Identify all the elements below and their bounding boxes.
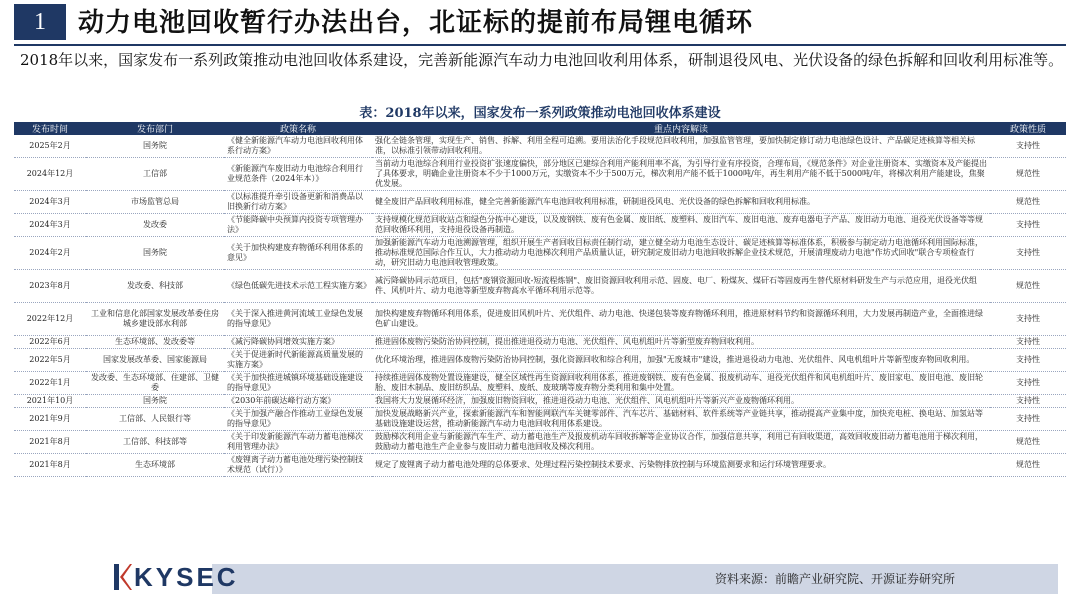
logo-mark-icon [114,562,132,592]
source-note: 资料来源：前瞻产业研究院、开源证券研究所 [715,572,956,586]
table-row [14,408,1066,431]
cell-date: 2024年3月 [14,214,86,237]
policy-table [14,122,1066,477]
cell-nature: 支持性 [990,135,1066,158]
table-row [14,158,1066,191]
cell-nature: 支持性 [990,214,1066,237]
cell-desc: 健全废旧产品回收利用标准，健全完善新能源汽车电池回收利用标准，研制退役风电、光伏设备的绿色拆解和回收利用标准。 [372,191,990,214]
cell-dept: 国务院 [86,135,224,158]
cell-date: 2021年8月 [14,431,86,454]
cell-date: 2023年8月 [14,270,86,303]
cell-date: 2022年12月 [14,303,86,336]
cell-desc: 优化环境治理，推进固体废物污染防治协同控制，强化资源回收和综合利用，加强"无废城市"建设，推进退役动力电池、光伏组件、风电机组叶片等新型废弃物回收利用。 [372,349,990,372]
table-row [14,372,1066,395]
col-header-date: 发布时间 [14,122,86,135]
cell-nature: 支持性 [990,349,1066,372]
table-row [14,135,1066,158]
cell-nature: 支持性 [990,336,1066,349]
table-row [14,191,1066,214]
table-body [14,135,1066,477]
cell-date: 2021年10月 [14,395,86,408]
cell-nature: 支持性 [990,408,1066,431]
cell-date: 2025年2月 [14,135,86,158]
cell-policy: 《以标准提升牵引设备更新和消费品以旧换新行动方案》 [224,191,372,214]
logo-text: KYSEC [134,562,239,592]
cell-desc: 持续推进固体废物处置设施建设，健全区域性再生资源回收利用体系，推进废钢铁、废有色金属、报废机动车、退役光伏组件和风电机组叶片、废旧家电、废旧电池、废旧轮胎、废旧木制品、废旧纺织品、废塑料、废纸、废玻璃等废弃物分类利用和集中处置。 [372,372,990,395]
table-row [14,336,1066,349]
cell-dept: 国务院 [86,395,224,408]
slide-title: 动力电池回收暂行办法出台，北证标的提前布局锂电循环 [78,8,754,38]
cell-nature: 支持性 [990,303,1066,336]
cell-desc: 减污降碳协同示范项目，包括"废钢资源回收-短流程炼钢"、废旧资源回收利用示范、固废、电厂、粉煤灰、煤矸石等固废再生替代原材料研发生产与示范应用，退役光伏组件、风机叶片、动力电池等新型废弃物高水平循环利用示范等。 [372,270,990,303]
cell-nature: 支持性 [990,237,1066,270]
cell-dept: 工信部 [86,158,224,191]
company-logo [14,556,239,598]
cell-date: 2021年9月 [14,408,86,431]
col-header-dept: 发布部门 [86,122,224,135]
table-title: 表：2018年以来，国家发布一系列政策推动电池回收体系建设 [359,106,721,121]
cell-dept: 工业和信息化部国家发展改革委住房城乡建设部水利部 [86,303,224,336]
cell-dept: 国务院 [86,237,224,270]
cell-desc: 加快发展战略新兴产业，探索新能源汽车和智能网联汽车关键零部件、汽车芯片、基础材料、软件系统等产业链共享，推动提高产业集中度，加快充电桩、换电站、加氢站等基础设施建设运营，推动新能源汽车动力电池回收利用体系建设。 [372,408,990,431]
cell-policy: 《关于加快构建废弃物循环利用体系的意见》 [224,237,372,270]
cell-desc: 规定了废锂离子动力蓄电池处理的总体要求、处理过程污染控制技术要求、污染物排放控制与环境监测要求和运行环境管理要求。 [372,454,990,477]
cell-policy: 《关于深入推进黄河流域工业绿色发展的指导意见》 [224,303,372,336]
table-row [14,395,1066,408]
cell-nature: 支持性 [990,395,1066,408]
cell-date: 2022年5月 [14,349,86,372]
cell-desc: 鼓励梯次利用企业与新能源汽车生产、动力蓄电池生产及报废机动车回收拆解等企业协议合作，加强信息共享，利用已有回收渠道，高效回收废旧动力蓄电池用于梯次利用，鼓励动力蓄电池生产企业参与废旧动力蓄电池回收及梯次利用。 [372,431,990,454]
cell-policy: 《废锂离子动力蓄电池处理污染控制技术规范（试行）》 [224,454,372,477]
table-row [14,454,1066,477]
cell-dept: 工信部、科技部等 [86,431,224,454]
cell-policy: 《关于加强产融合作推动工业绿色发展的指导意见》 [224,408,372,431]
cell-date: 2024年2月 [14,237,86,270]
table-header-row [14,122,1066,135]
table-row [14,303,1066,336]
cell-date: 2024年3月 [14,191,86,214]
cell-policy: 《绿色低碳先进技术示范工程实施方案》 [224,270,372,303]
cell-desc: 强化全链条管理，实现生产、销售、拆解、利用全程可追溯。要用法治化手段规范回收利用，加强监管管理，要加快制定修订动力电池绿色设计、产品碳足迹核算等相关标准，以标准引领带动回收利用。 [372,135,990,158]
cell-dept: 生态环境部 [86,454,224,477]
cell-dept: 国家发展改革委、国家能源局 [86,349,224,372]
table-row [14,270,1066,303]
cell-desc: 支持规模化规范回收站点和绿色分拣中心建设，以及废钢铁、废有色金属、废旧纸、废塑料、废旧汽车、废旧电池、废弃电器电子产品、废旧动力电池、退役光伏设备等等规范回收循环利用，支持退役设备再制造。 [372,214,990,237]
cell-dept: 发改委 [86,214,224,237]
slide-footer [0,556,1080,598]
table-row [14,214,1066,237]
cell-policy: 《关于加快推进城镇环境基础设施建设的指导意见》 [224,372,372,395]
cell-desc: 当前动力电池综合利用行业投资扩张速度偏快，部分地区已建综合利用产能利用率不高，为引导行业有序投资，合理布局，《规范条件》对企业注册资本、实缴资本及产能提出了具体要求，明确企业注册资本不少于1000万元，实缴资本不少于500万元，梯次利用产能不低于1000吨/年，再生利用产能不低于5000吨/年，将梯次利用产能建设，焦聚优发展。 [372,158,990,191]
cell-desc: 加快构建废弃物循环利用体系，促进废旧风机叶片、光伏组件、动力电池、快递包装等废弃物循环利用，推进原材料节约和资源循环利用，大力发展再制造产业，全面推进绿色矿山建设。 [372,303,990,336]
cell-desc: 我国将大力发展循环经济，加强废旧物资回收，推进退役动力电池、光伏组件、风电机组叶片等新兴产业废物循环利用。 [372,395,990,408]
cell-dept: 市场监管总局 [86,191,224,214]
cell-policy: 《关于印发新能源汽车动力蓄电池梯次利用管理办法》 [224,431,372,454]
cell-nature: 支持性 [990,372,1066,395]
cell-nature: 规范性 [990,191,1066,214]
cell-date: 2024年12月 [14,158,86,191]
cell-dept: 发改委、科技部 [86,270,224,303]
policy-table-container [14,122,1066,546]
cell-policy: 《2030年前碳达峰行动方案》 [224,395,372,408]
col-header-nature: 政策性质 [990,122,1066,135]
col-header-policy: 政策名称 [224,122,372,135]
slide-header [0,0,1080,44]
title-divider [14,44,1066,46]
cell-policy: 《节能降碳中央预算内投资专项管理办法》 [224,214,372,237]
cell-date: 2021年8月 [14,454,86,477]
cell-dept: 生态环境部、发改委等 [86,336,224,349]
cell-date: 2022年6月 [14,336,86,349]
cell-nature: 规范性 [990,454,1066,477]
cell-policy: 《健全新能源汽车动力电池回收利用体系行动方案》 [224,135,372,158]
cell-date: 2022年1月 [14,372,86,395]
section-number: 1 [14,4,66,40]
cell-policy: 《减污降碳协同增效实施方案》 [224,336,372,349]
cell-dept: 工信部、人民银行等 [86,408,224,431]
table-row [14,349,1066,372]
table-row [14,431,1066,454]
cell-dept: 发改委、生态环境部、住建部、卫健委 [86,372,224,395]
cell-nature: 规范性 [990,270,1066,303]
cell-policy: 《关于促进新时代新能源高质量发展的实施方案》 [224,349,372,372]
cell-nature: 规范性 [990,158,1066,191]
intro-paragraph: 2018年以来，国家发布一系列政策推动电池回收体系建设，完善新能源汽车动力电池回收利用体系，研制退役风电、光伏设备的绿色拆解和回收利用标准等。 [20,51,1064,69]
cell-desc: 加强新能源汽车动力电池溯源管理，组织开展生产者回收目标责任制行动，建立健全动力电池生态设计、碳足迹核算等标准体系，积极参与制定动力电池循环利用国际标准，推动标准规范国际合作互认，大力推动动力电池梯次利用产品质量认证，研究制定废旧动力电池回收拆解企业技术规范，开展清理废动力电池"作坊式回收"联合专项检查行动，研究旧动力电池回收管理政策。 [372,237,990,270]
cell-desc: 推进固体废物污染防治协同控制，提出推进退役动力电池、光伏组件、风电机组叶片等新型废弃物回收利用。 [372,336,990,349]
col-header-desc: 重点内容解读 [372,122,990,135]
cell-policy: 《新能源汽车废旧动力电池综合利用行业规范条件（2024年本）》 [224,158,372,191]
cell-nature: 规范性 [990,431,1066,454]
table-row [14,237,1066,270]
